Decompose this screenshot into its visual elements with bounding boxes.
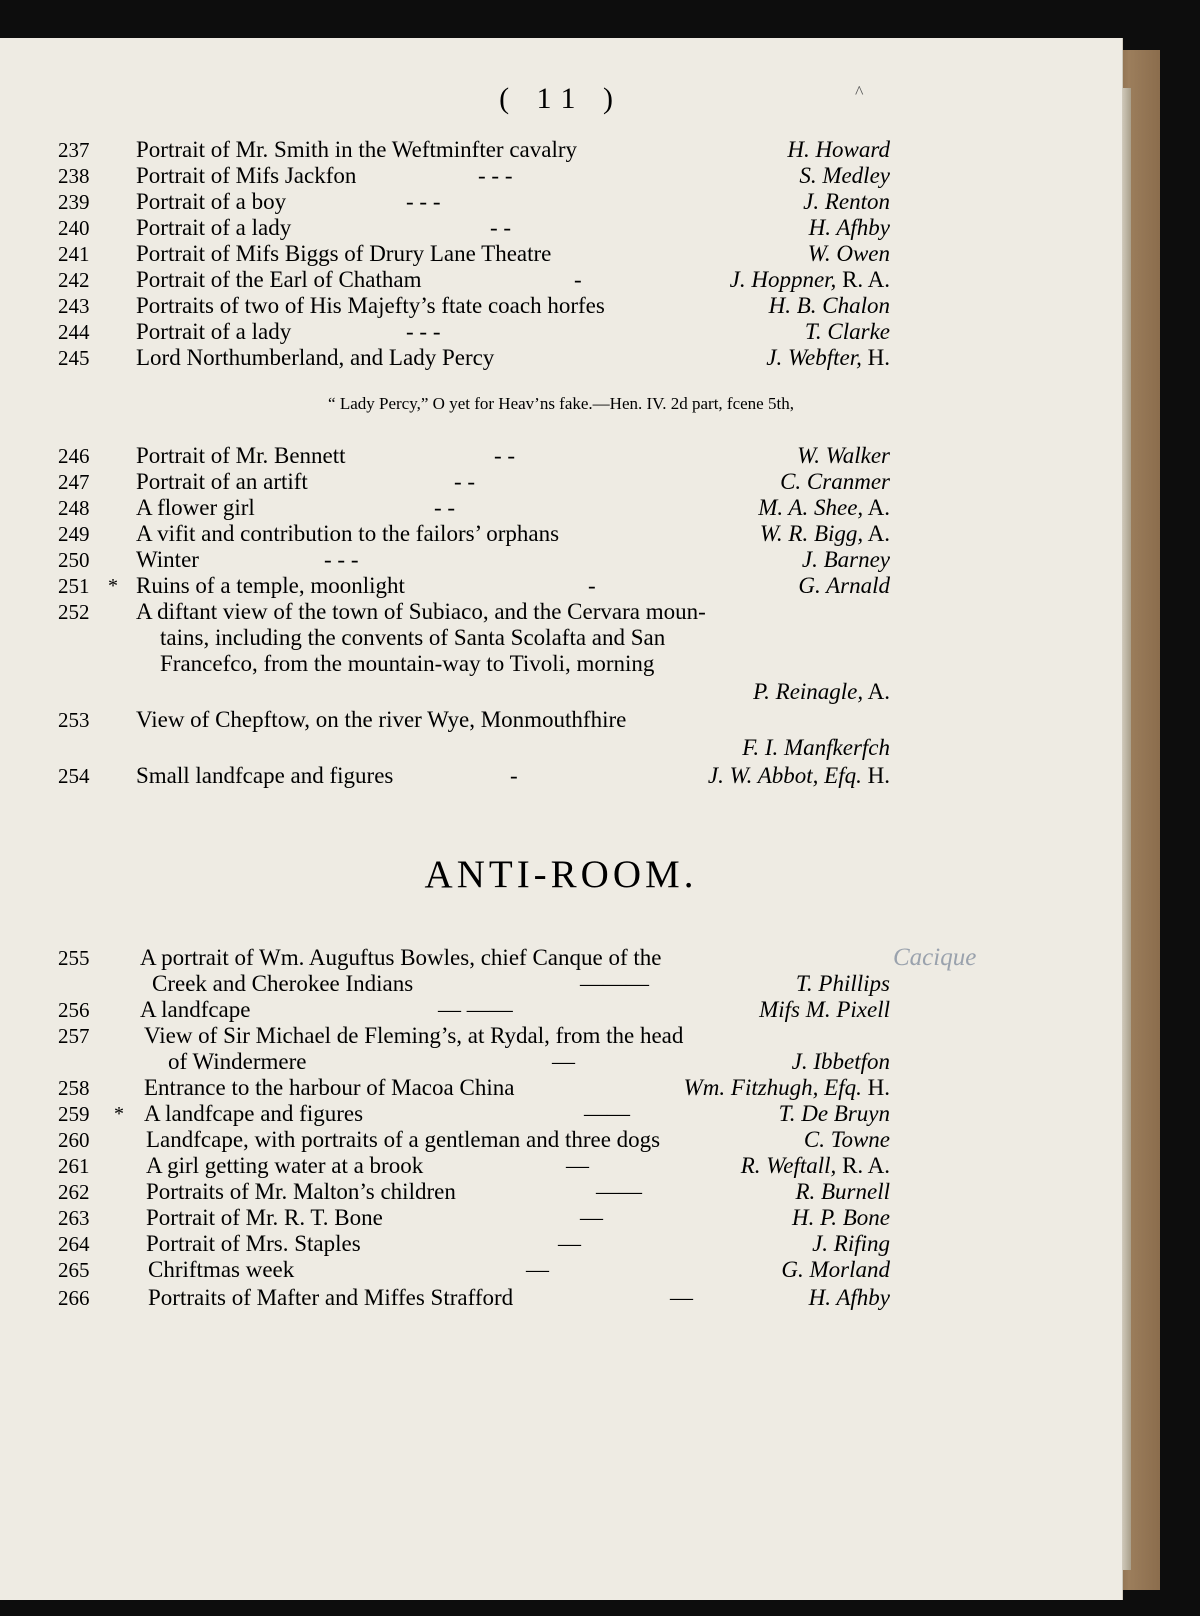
entry-number: 253 (58, 708, 90, 732)
entry-dash: — (566, 1153, 589, 1178)
entry-artist: T. Clarke (804, 319, 890, 344)
entry-number: 245 (58, 346, 90, 370)
entry-253 (0, 706, 1122, 734)
entry-artist: J. Rifing (812, 1231, 890, 1256)
entry-245 (0, 344, 1122, 372)
entry-number: 248 (58, 496, 90, 520)
entry-dash: - - (454, 469, 476, 494)
entry-number: 243 (58, 294, 90, 318)
entry-title: Portraits of Mafter and Miffes Strafford (148, 1285, 514, 1310)
entry-title: Portraits of two of His Majefty’s ftate coach horfes (136, 293, 605, 318)
entry-number: 239 (58, 190, 90, 214)
entry-dash: - - (494, 443, 516, 468)
entry-dash: - - - (406, 189, 441, 214)
entry-265 (0, 1256, 1122, 1284)
entry-number: 249 (58, 522, 90, 546)
entry-dash: - - - (406, 319, 441, 344)
entry-artist: W. Walker (797, 443, 890, 468)
entry-title: Landfcape, with portraits of a gentleman and three dogs (146, 1127, 661, 1152)
entry-artist: Wm. Fitzhugh, Efq. H. (683, 1075, 890, 1100)
corner-mark: ^ (855, 82, 864, 102)
entry-artist: S. Medley (799, 163, 890, 188)
entry-artist: F. I. Manfkerfch (742, 735, 890, 760)
entry-266 (0, 1284, 1122, 1312)
entry-dash: - - (434, 495, 456, 520)
entry-title: Portrait of a boy (136, 189, 287, 214)
entry-number: 251 (58, 574, 90, 598)
entry-title: Portrait of the Earl of Chatham (136, 267, 422, 292)
entry-246 (0, 442, 1122, 470)
entry-number: 252 (58, 600, 90, 624)
entry-title: Small landfcape and figures (136, 763, 394, 788)
entry-title: Portrait of a lady (136, 215, 292, 240)
entry-title: Portrait of Mr. R. T. Bone (146, 1205, 383, 1230)
entry-dash: —— (596, 1179, 642, 1204)
entry-title: View of Sir Michael de Fleming’s, at Rydal, from the head (144, 1023, 684, 1048)
section-heading: ANTI-ROOM. (424, 853, 698, 896)
entry-title: Portrait of Mrs. Staples (146, 1231, 361, 1256)
entry-artist: T. Phillips (795, 971, 890, 996)
entry-title: Chriftmas week (148, 1257, 295, 1282)
entry-number: 257 (58, 1024, 90, 1048)
entry-artist: H. Afhby (808, 1285, 890, 1310)
entry-257-continued (0, 1048, 1122, 1076)
page-header: ( 11 ) (499, 82, 623, 115)
entry-title-line: of Windermere (168, 1049, 307, 1074)
entry-artist: W. Owen (807, 241, 890, 266)
entry-255-continued (0, 970, 1122, 998)
entry-dash: — (558, 1231, 581, 1256)
entry-257 (0, 1022, 1122, 1050)
entry-artist: J. Hoppner, R. A. (729, 267, 890, 292)
entry-number: 265 (58, 1258, 90, 1282)
entry-number: 244 (58, 320, 90, 344)
entry-number: 256 (58, 998, 90, 1022)
entry-title: A landfcape (140, 997, 251, 1022)
entry-artist: H. Afhby (808, 215, 890, 240)
entry-252-continued (0, 650, 1122, 678)
entry-240 (0, 214, 1122, 242)
entry-title: View of Chepftow, on the river Wye, Monmouthfhire (136, 707, 627, 732)
entry-title: Portrait of Mr. Smith in the Weftminfter cavalry (136, 137, 578, 162)
entry-261 (0, 1152, 1122, 1180)
entry-250 (0, 546, 1122, 574)
entry-number: 258 (58, 1076, 90, 1100)
entry-artist: C. Cranmer (780, 469, 890, 494)
entry-254 (0, 762, 1122, 790)
entry-artist: Mifs M. Pixell (759, 997, 890, 1022)
entry-title: Portrait of a lady (136, 319, 292, 344)
entry-number: 266 (58, 1286, 90, 1310)
entry-number: 259 (58, 1102, 90, 1126)
entry-number: 237 (58, 138, 90, 162)
entry-258 (0, 1074, 1122, 1102)
entry-number: 262 (58, 1180, 90, 1204)
entry-237 (0, 136, 1122, 164)
entry-artist: P. Reinagle, A. (753, 679, 890, 704)
entry-239 (0, 188, 1122, 216)
entry-number: 254 (58, 764, 90, 788)
entry-artist: J. Webfter, H. (766, 345, 890, 370)
entry-number: 238 (58, 164, 90, 188)
entry-title-line: Creek and Cherokee Indians (152, 971, 414, 996)
entry-dash: - - (490, 215, 512, 240)
entry-number: 263 (58, 1206, 90, 1230)
entry-249 (0, 520, 1122, 548)
entry-dash: —— (584, 1101, 630, 1126)
entry-dash: — (580, 1205, 603, 1230)
asterisk-mark: * (114, 1103, 124, 1125)
entry-256 (0, 996, 1122, 1024)
entry-artist: J. Ibbetfon (791, 1049, 890, 1074)
entry-artist: J. Renton (803, 189, 890, 214)
entry-title-line: tains, including the convents of Santa Scolafta and San (160, 625, 666, 650)
entry-number: 264 (58, 1232, 90, 1256)
entry-dash: — (552, 1049, 575, 1074)
entry-title: A portrait of Wm. Auguftus Bowles, chief Canque of the (140, 945, 662, 970)
entry-dash: — (670, 1285, 693, 1310)
entry-title: A vifit and contribution to the failors’ orphans (136, 521, 560, 546)
entry-title: Portrait of Mifs Jackfon (136, 163, 357, 188)
entry-247 (0, 468, 1122, 496)
entry-artist: M. A. Shee, A. (758, 495, 890, 520)
entry-number: 250 (58, 548, 90, 572)
entry-number: 242 (58, 268, 90, 292)
entry-title: Portrait of Mifs Biggs of Drury Lane Theatre (136, 241, 552, 266)
entry-title: A landfcape and figures (144, 1101, 364, 1126)
entry-artist: W. R. Bigg, A. (759, 521, 890, 546)
entry-248 (0, 494, 1122, 522)
entry-253-artist-line (0, 734, 1122, 762)
entry-artist: G. Morland (781, 1257, 890, 1282)
entry-dash: - - - (324, 547, 359, 572)
entry-244 (0, 318, 1122, 346)
entry-dash: - (510, 763, 518, 788)
entry-251 (0, 572, 1122, 600)
entry-title: A flower girl (136, 495, 255, 520)
entry-259 (0, 1100, 1122, 1128)
entry-title: A diftant view of the town of Subiaco, and the Cervara moun- (136, 599, 706, 624)
entry-241 (0, 240, 1122, 268)
entry-title-line: Francefco, from the mountain-way to Tivoli, morning (160, 651, 655, 676)
entry-number: 261 (58, 1154, 90, 1178)
entry-title: Entrance to the harbour of Macoa China (144, 1075, 515, 1100)
entry-title: Lord Northumberland, and Lady Percy (136, 345, 495, 370)
entry-title: A girl getting water at a brook (146, 1153, 424, 1178)
entry-number: 246 (58, 444, 90, 468)
entry-252-continued (0, 624, 1122, 652)
entry-number: 241 (58, 242, 90, 266)
entry-dash: — (526, 1257, 549, 1282)
quotation-note: “ Lady Percy,” O yet for Heav’ns fake.—Hen. IV. 2d part, fcene 5th, (328, 394, 794, 413)
entry-238 (0, 162, 1122, 190)
entry-title: Portrait of Mr. Bennett (136, 443, 346, 468)
entry-number: 260 (58, 1128, 90, 1152)
entry-dash: - - - (478, 163, 513, 188)
entry-artist: G. Arnald (798, 573, 890, 598)
entry-artist: H. Howard (787, 137, 890, 162)
entry-artist: R. Weftall, R. A. (740, 1153, 890, 1178)
entry-number: 255 (58, 946, 90, 970)
entry-262 (0, 1178, 1122, 1206)
entry-artist: H. B. Chalon (768, 293, 890, 318)
entry-artist: C. Towne (803, 1127, 890, 1152)
entry-dash: ——— (580, 971, 649, 996)
asterisk-mark: * (108, 575, 118, 597)
entry-252 (0, 598, 1122, 626)
entry-title: Ruins of a temple, moonlight (136, 573, 405, 598)
entry-dash: - (574, 267, 582, 292)
entry-artist: J. W. Abbot, Efq. H. (707, 763, 890, 788)
entry-artist: H. P. Bone (792, 1205, 890, 1230)
entry-artist: J. Barney (801, 547, 890, 572)
entry-dash: — —— (438, 997, 513, 1022)
entry-252-artist-line (0, 678, 1122, 706)
entry-264 (0, 1230, 1122, 1258)
entry-260 (0, 1126, 1122, 1154)
entry-242 (0, 266, 1122, 294)
entry-title: Portraits of Mr. Malton’s children (146, 1179, 456, 1204)
entry-artist: R. Burnell (795, 1179, 890, 1204)
entry-number: 247 (58, 470, 90, 494)
entry-dash: - (588, 573, 596, 598)
handwritten-margin-note: Cacique (893, 944, 977, 971)
entry-title: Winter (136, 547, 199, 572)
entry-title: Portrait of an artift (136, 469, 308, 494)
entry-number: 240 (58, 216, 90, 240)
entry-263 (0, 1204, 1122, 1232)
entry-243 (0, 292, 1122, 320)
entry-artist: T. De Bruyn (778, 1101, 890, 1126)
